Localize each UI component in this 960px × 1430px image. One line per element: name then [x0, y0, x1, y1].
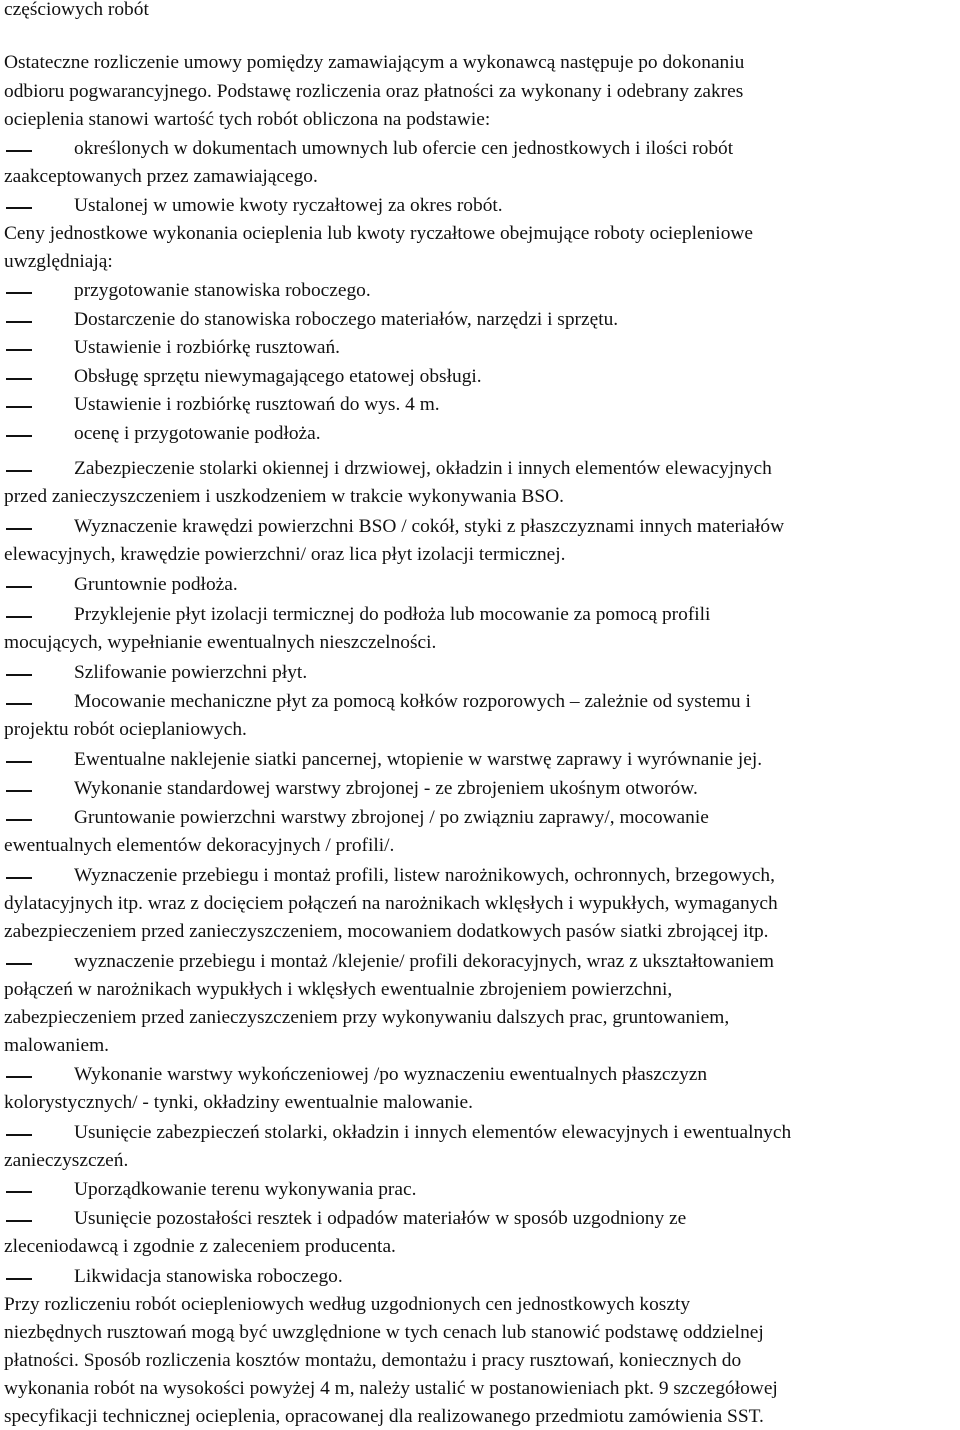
paragraph-line: Ostateczne rozliczenie umowy pomiędzy zamawiającym a wykonawcą następuje po dokonaniu	[4, 52, 745, 73]
list-item-text: Wykonanie warstwy wykończeniowej /po wyznaczeniu ewentualnych płaszczyzn	[74, 1064, 708, 1085]
bullet-dash	[6, 1278, 32, 1280]
list-item-text: Wyznaczenie przebiegu i montaż profili, listew narożnikowych, ochronnych, brzegowych,	[74, 865, 775, 886]
list-item-text: Likwidacja stanowiska roboczego.	[74, 1266, 343, 1287]
bullet-dash	[6, 1134, 32, 1136]
list-item-text: Ewentualne naklejenie siatki pancernej, wtopienie w warstwę zaprawy i wyrównanie jej.	[74, 749, 763, 770]
bullet-dash	[6, 761, 32, 763]
bullet-dash	[6, 292, 32, 294]
bullet-dash	[6, 150, 32, 152]
list-item-text: Szlifowanie powierzchni płyt.	[74, 662, 308, 683]
paragraph-line: zanieczyszczeń.	[4, 1150, 129, 1171]
paragraph-line: zabezpieczeniem przed zanieczyszczeniem, mocowaniem dodatkowych pasów siatki zbrojącej itp.	[4, 921, 769, 942]
paragraph-line: malowaniem.	[4, 1035, 110, 1056]
bullet-dash	[6, 1076, 32, 1078]
paragraph-line: mocujących, wypełnianie ewentualnych nieszczelności.	[4, 632, 437, 653]
paragraph-line: odbioru pogwarancyjnego. Podstawę rozliczenia oraz płatności za wykonany i odebrany zakres	[4, 81, 744, 102]
list-item-text: Dostarczenie do stanowiska roboczego materiałów, narzędzi i sprzętu.	[74, 309, 619, 330]
bullet-dash	[6, 378, 32, 380]
paragraph-line: częściowych robót	[4, 0, 149, 20]
list-item-text: wyznaczenie przebiegu i montaż /klejenie/ profili dekoracyjnych, wraz z ukształtowaniem	[74, 951, 774, 972]
list-item-text: Usunięcie zabezpieczeń stolarki, okładzin i innych elementów elewacyjnych i ewentualnych	[74, 1122, 792, 1143]
bullet-dash	[6, 616, 32, 618]
bullet-dash	[6, 321, 32, 323]
paragraph-line: zleceniodawcą i zgodnie z zaleceniem producenta.	[4, 1236, 396, 1257]
paragraph-line: uwzględniają:	[4, 251, 113, 272]
paragraph-line: przed zanieczyszczeniem i uszkodzeniem w trakcie wykonywania BSO.	[4, 486, 564, 507]
list-item-text: Ustalonej w umowie kwoty ryczałtowej za okres robót.	[74, 195, 503, 216]
list-item-text: Gruntownie podłoża.	[74, 574, 238, 595]
list-item-text: ocenę i przygotowanie podłoża.	[74, 423, 321, 444]
list-item-text: Uporządkowanie terenu wykonywania prac.	[74, 1179, 417, 1200]
bullet-dash	[6, 406, 32, 408]
bullet-dash	[6, 963, 32, 965]
list-item-text: Wykonanie standardowej warstwy zbrojonej - ze zbrojeniem ukośnym otworów.	[74, 778, 698, 799]
bullet-dash	[6, 819, 32, 821]
list-item-text: Ustawienie i rozbiórkę rusztowań do wys. 4 m.	[74, 394, 440, 415]
bullet-dash	[6, 586, 32, 588]
paragraph-line: niezbędnych rusztowań mogą być uwzględnione w tych cenach lub stanowić podstawę oddzielnej	[4, 1322, 764, 1343]
paragraph-line: kolorystycznych/ - tynki, okładziny ewentualnie malowanie.	[4, 1092, 474, 1113]
bullet-dash	[6, 1191, 32, 1193]
paragraph-line: ewentualnych elementów dekoracyjnych / profili/.	[4, 835, 395, 856]
paragraph-line: specyfikacji technicznej ocieplenia, opracowanej dla realizowanego przedmiotu zamówienia SST.	[4, 1406, 764, 1427]
list-item-text: Gruntowanie powierzchni warstwy zbrojonej / po związniu zaprawy/, mocowanie	[74, 807, 709, 828]
paragraph-line: Ceny jednostkowe wykonania ocieplenia lub kwoty ryczałtowe obejmujące roboty ociepleniowe	[4, 223, 754, 244]
list-item-text: Mocowanie mechaniczne płyt za pomocą kołków rozporowych – zależnie od systemu i	[74, 691, 751, 712]
list-item-text: Przyklejenie płyt izolacji termicznej do podłoża lub mocowanie za pomocą profili	[74, 604, 711, 625]
list-item-text: Ustawienie i rozbiórkę rusztowań.	[74, 337, 340, 358]
bullet-dash	[6, 790, 32, 792]
bullet-dash	[6, 877, 32, 879]
bullet-dash	[6, 528, 32, 530]
paragraph-line: zaakceptowanych przez zamawiającego.	[4, 166, 318, 187]
list-item-text: przygotowanie stanowiska roboczego.	[74, 280, 371, 301]
paragraph-line: dylatacyjnych itp. wraz z docięciem połączeń na narożnikach wklęsłych i wypukłych, wymaganych	[4, 893, 778, 914]
paragraph-line: projektu robót ocieplaniowych.	[4, 719, 247, 740]
list-item-text: Obsługę sprzętu niewymagającego etatowej obsługi.	[74, 366, 482, 387]
paragraph-line: wykonania robót na wysokości powyżej 4 m, należy ustalić w postanowieniach pkt. 9 szczegółowej	[4, 1378, 778, 1399]
list-item-text: określonych w dokumentach umownych lub ofercie cen jednostkowych i ilości robót	[74, 138, 734, 159]
bullet-dash	[6, 470, 32, 472]
paragraph-line: zabezpieczeniem przed zanieczyszczeniem przy wykonywaniu dalszych prac, gruntowaniem,	[4, 1007, 730, 1028]
bullet-dash	[6, 703, 32, 705]
paragraph-line: połączeń w narożnikach wypukłych i wklęsłych ewentualnie zbrojeniem powierzchni,	[4, 979, 673, 1000]
paragraph-line: ocieplenia stanowi wartość tych robót obliczona na podstawie:	[4, 109, 491, 130]
paragraph-line: płatności. Sposób rozliczenia kosztów montażu, demontażu i pracy rusztowań, koniecznych do	[4, 1350, 742, 1371]
list-item-text: Usunięcie pozostałości resztek i odpadów materiałów w sposób uzgodniony ze	[74, 1208, 687, 1229]
bullet-dash	[6, 349, 32, 351]
bullet-dash	[6, 207, 32, 209]
bullet-dash	[6, 435, 32, 437]
list-item-text: Wyznaczenie krawędzi powierzchni BSO / cokół, styki z płaszczyznami innych materiałów	[74, 516, 785, 537]
paragraph-line: elewacyjnych, krawędzie powierzchni/ oraz lica płyt izolacji termicznej.	[4, 544, 566, 565]
paragraph-line: Przy rozliczeniu robót ociepleniowych według uzgodnionych cen jednostkowych koszty	[4, 1294, 691, 1315]
bullet-dash	[6, 1220, 32, 1222]
bullet-dash	[6, 674, 32, 676]
list-item-text: Zabezpieczenie stolarki okiennej i drzwiowej, okładzin i innych elementów elewacyjnych	[74, 458, 772, 479]
